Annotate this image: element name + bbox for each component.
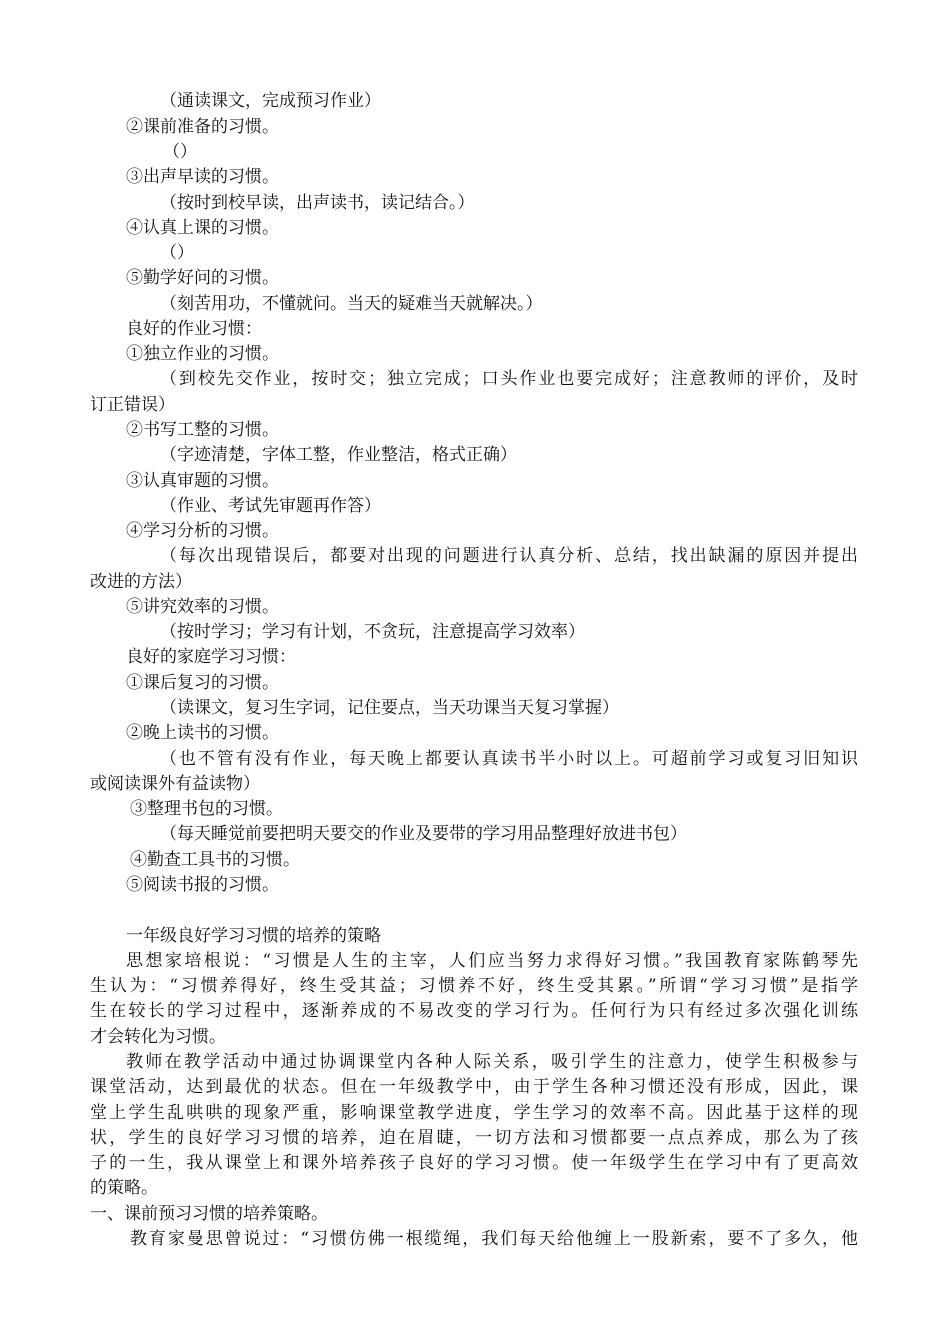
list-item: ④学习分析的习惯。 [126,521,279,541]
section-heading: 良好的家庭学习习惯： [126,647,296,667]
paragraph-line: 的策略。 [90,1178,158,1198]
list-item: ①课后复习的习惯。 [126,673,279,693]
list-item: ④认真上课的习惯。 [126,218,279,238]
section-heading: 良好的作业习惯： [126,319,262,339]
list-item: ②书写工整的习惯。 [126,420,279,440]
paragraph-line: 教育家曼思曾说过：“习惯仿佛一根缆绳，我们每天给他缠上一股新索，要不了多久，他 [130,1229,858,1249]
list-item: ⑤阅读书报的习惯。 [126,875,279,895]
text-line: （） [160,243,194,263]
text-line: （按时学习；学习有计划，不贪玩，注意提高学习效率） [160,622,585,642]
section-title: 一年级良好学习习惯的培养的策略 [126,926,381,946]
list-item: ⑤勤学好问的习惯。 [126,268,279,288]
text-line: （也不管有没有作业，每天晚上都要认真读书半小时以上。可超前学习或复习旧知识 [160,749,858,769]
text-line: （每次出现错误后，都要对出现的问题进行认真分析、总结，找出缺漏的原因并提出 [160,546,858,566]
list-item: ⑤讲究效率的习惯。 [126,597,279,617]
paragraph-line: 堂上学生乱哄哄的现象严重，影响课堂教学进度，学生学习的效率不高。因此基于这样的现 [90,1103,858,1123]
paragraph-line: 思想家培根说：“习惯是人生的主宰，人们应当努力求得好习惯。”我国教育家陈鹤琴先 [126,951,858,971]
text-line: 改进的方法） [90,572,192,592]
text-line: （按时到校早读，出声读书，读记结合。） [160,193,475,213]
paragraph-line: 生认为：“习惯养得好，终生受其益；习惯养不好，终生受其累。”所谓“学习习惯”是指学 [90,976,858,996]
text-line: （作业、考试先审题再作答） [160,496,381,516]
text-line: （通读课文，完成预习作业） [160,91,381,111]
list-item: ③整理书包的习惯。 [130,799,283,819]
paragraph-line: 课堂活动，达到最优的状态。但在一年级教学中，由于学生各种习惯还没有形成，因此，课 [90,1077,858,1097]
text-line: 订正错误） [90,395,175,415]
paragraph-line: 子的一生，我从课堂上和课外培养孩子良好的学习习惯。使一年级学生在学习中有了更高效 [90,1153,858,1173]
text-line: （） [163,142,197,162]
list-item: ④勤查工具书的习惯。 [130,850,300,870]
list-item: ③认真审题的习惯。 [126,471,279,491]
paragraph-line: 状，学生的良好学习习惯的培养，迫在眉睫，一切方法和习惯都要一点点养成，那么为了孩 [90,1128,858,1148]
text-line: （字迹清楚，字体工整，作业整洁，格式正确） [160,445,517,465]
list-item: ②晚上读书的习惯。 [126,723,279,743]
list-item: ③出声早读的习惯。 [126,167,279,187]
paragraph-line: 生在较长的学习过程中，逐渐养成的不易改变的学习行为。任何行为只有经过多次强化训练 [90,1001,858,1021]
paragraph-line: 教师在教学活动中通过协调课堂内各种人际关系，吸引学生的注意力，使学生积极参与 [126,1052,858,1072]
text-line: 或阅读课外有益读物） [90,774,260,794]
section-heading: 一、课前预习习惯的培养策略。 [90,1204,328,1224]
text-line: （每天睡觉前要把明天要交的作业及要带的学习用品整理好放进书包） [160,824,687,844]
text-line: （读课文，复习生字词，记住要点，当天功课当天复习掌握） [160,698,619,718]
text-line: （到校先交作业，按时交；独立完成；口头作业也要完成好；注意教师的评价，及时 [160,369,858,389]
list-item: ①独立作业的习惯。 [126,344,279,364]
paragraph-line: 才会转化为习惯。 [90,1027,226,1047]
text-line: （刻苦用功，不懂就问。当天的疑难当天就解决。） [160,294,543,314]
list-item: ②课前准备的习惯。 [126,117,279,137]
